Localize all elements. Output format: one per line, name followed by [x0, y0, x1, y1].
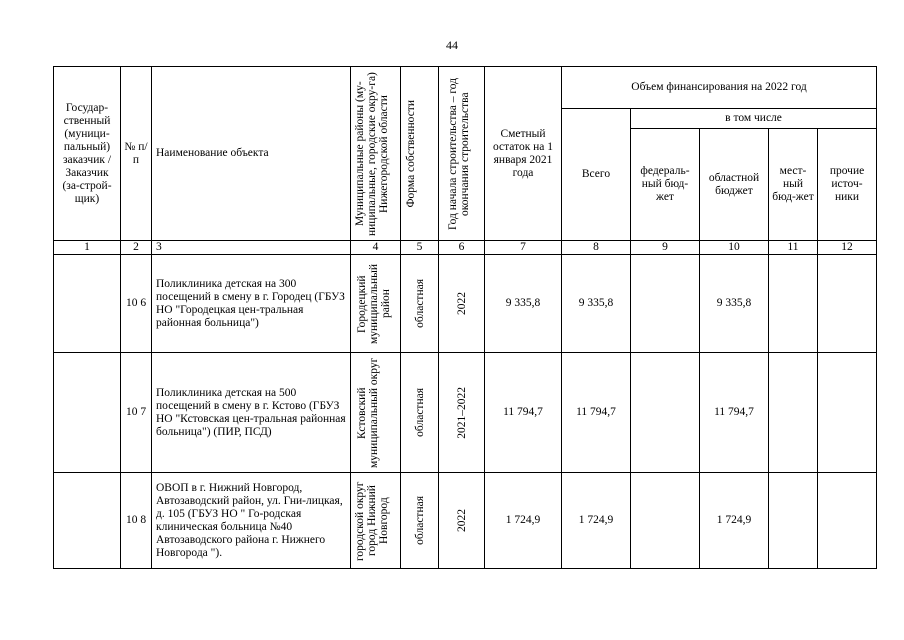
header-total: Всего [562, 109, 631, 241]
cell-local [769, 353, 818, 473]
cell-ownership [401, 255, 439, 353]
cell-ownership-text: областная [413, 496, 426, 545]
cell-local [769, 473, 818, 569]
cell-object-name: ОВОП в г. Нижний Новгород, Автозаводский район, ул. Гни-лицкая, д. 105 (ГБУЗ НО " Го-родская клиническая больница №40 Автозаводского района г. Нижнего Новгорода "). [152, 473, 351, 569]
cell-customer [54, 473, 121, 569]
cell-years-text: 2022 [455, 292, 468, 315]
cell-years-text: 2021–2022 [455, 386, 468, 439]
cell-balance: 11 794,7 [485, 353, 562, 473]
cell-balance: 1 724,9 [485, 473, 562, 569]
cell-district-text: городской округ город Нижний Новгород [353, 480, 390, 561]
cell-other [818, 255, 877, 353]
header-financing: Объем финансирования на 2022 год [562, 67, 877, 109]
header-districts-text: Муниципальные районы (му-ниципальные, городские окру-га) Нижегородской области [353, 71, 390, 236]
cell-customer [54, 353, 121, 473]
header-ownership [401, 67, 439, 241]
col-number: 7 [485, 241, 562, 255]
cell-total: 11 794,7 [562, 353, 631, 473]
column-numbers-row [54, 241, 877, 255]
cell-district-text: Городецкий муниципальный район [355, 263, 392, 344]
cell-years-text: 2022 [455, 509, 468, 532]
cell-other [818, 473, 877, 569]
cell-local [769, 255, 818, 353]
cell-total: 9 335,8 [562, 255, 631, 353]
cell-balance: 9 335,8 [485, 255, 562, 353]
cell-object-name: Поликлиника детская на 500 посещений в смену в г. Кстово (ГБУЗ НО "Кстовская цен-тральная районная больница") (ПИР, ПСД) [152, 353, 351, 473]
header-federal: федераль-ный бюд-жет [631, 129, 700, 241]
col-number: 8 [562, 241, 631, 255]
col-number: 2 [121, 241, 152, 255]
col-number: 11 [769, 241, 818, 255]
cell-other [818, 353, 877, 473]
header-customer: Государ-ственный (муници-пальный) заказчик / Заказчик (за-строй-щик) [54, 67, 121, 241]
cell-num: 10 7 [121, 353, 152, 473]
cell-ownership [401, 353, 439, 473]
cell-district-text: Кстовский муниципальный округ [355, 357, 380, 468]
cell-district [351, 353, 401, 473]
page-number: 44 [446, 38, 458, 52]
header-regional: областной бюджет [700, 129, 769, 241]
col-number: 9 [631, 241, 700, 255]
cell-total: 1 724,9 [562, 473, 631, 569]
table-row [54, 353, 877, 473]
financing-table [53, 66, 877, 569]
header-ownership-text: Форма собственности [404, 99, 417, 208]
cell-ownership-text: областная [413, 388, 426, 437]
table-row [54, 255, 877, 353]
cell-num: 10 8 [121, 473, 152, 569]
header-balance: Сметный остаток на 1 января 2021 года [485, 67, 562, 241]
header-years-text: Год начала строительства – год окончания строительства [446, 77, 471, 230]
col-number: 3 [152, 241, 351, 255]
cell-regional: 1 724,9 [700, 473, 769, 569]
col-number: 6 [439, 241, 485, 255]
cell-regional: 9 335,8 [700, 255, 769, 353]
table-row [54, 473, 877, 569]
cell-num: 10 6 [121, 255, 152, 353]
cell-district [351, 473, 401, 569]
header-local: мест-ный бюд-жет [769, 129, 818, 241]
col-number: 1 [54, 241, 121, 255]
header-num: № п/п [121, 67, 152, 241]
cell-years [439, 353, 485, 473]
col-number: 5 [401, 241, 439, 255]
header-other: прочие источ-ники [818, 129, 877, 241]
col-number: 10 [700, 241, 769, 255]
cell-ownership [401, 473, 439, 569]
col-number: 12 [818, 241, 877, 255]
cell-federal [631, 473, 700, 569]
cell-regional: 11 794,7 [700, 353, 769, 473]
cell-years [439, 255, 485, 353]
cell-object-name: Поликлиника детская на 300 посещений в смену в г. Городец (ГБУЗ НО "Городецкая цен-тральная районная больница") [152, 255, 351, 353]
cell-customer [54, 255, 121, 353]
header-districts [351, 67, 401, 241]
col-number: 4 [351, 241, 401, 255]
cell-federal [631, 353, 700, 473]
header-object-name: Наименование объекта [152, 67, 351, 241]
cell-district [351, 255, 401, 353]
cell-ownership-text: областная [413, 279, 426, 328]
header-including: в том числе [631, 109, 877, 129]
cell-years [439, 473, 485, 569]
header-years [439, 67, 485, 241]
cell-federal [631, 255, 700, 353]
